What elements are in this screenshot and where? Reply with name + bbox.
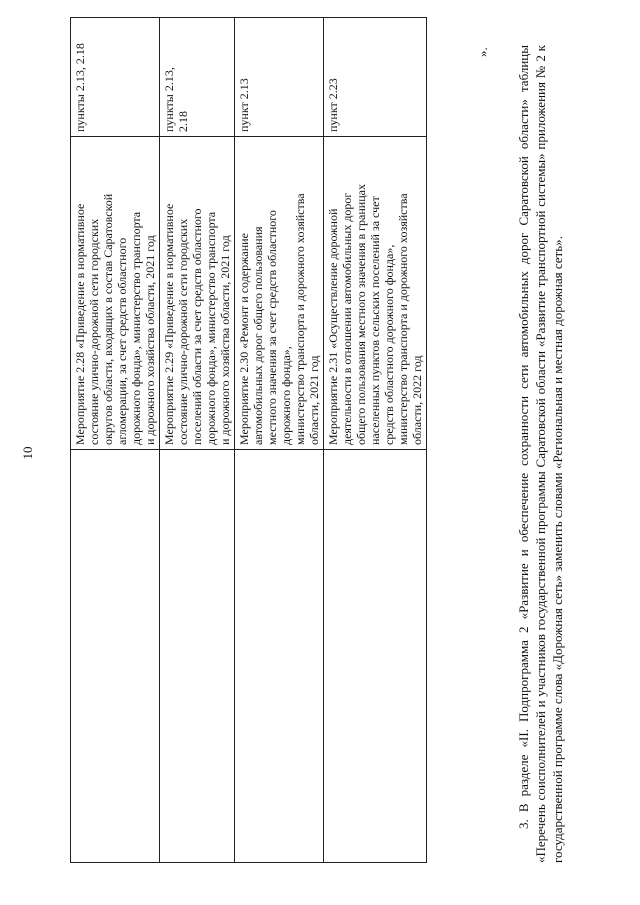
amendment-paragraph: 3. В разделе «II. Подпрограмма 2 «Развитие и обеспечение сохранности сети автомобильных дорог Саратовской области» таблицы «Перечень соисполнителей и участников государственной программы Саратовской области «Развитие транспортной системы» приложения № 2 к государственной программе слова «Дорожная сеть» заменить словами «Региональная и местная дорожная сеть». [516,45,565,863]
closing-quote-mark: ». [475,47,490,57]
points-text: пункт 2.13 [237,78,251,132]
table-cell-empty [71,450,160,863]
table-cell-points [235,18,324,137]
event-text: Мероприятие 2.30 «Ремонт и содержание автомобильных дорог общего пользования местного значения за счет средств областного дорожного фонда», министерство транспорта и дорожного хозяйства области, 2021 год [237,193,321,445]
event-text: Мероприятие 2.31 «Осуществление дорожной деятельности в отношении автомобильных дорог общего пользования местного значения в границах населенных пунктов сельских поселений за счет средств областного дорожного фонда», министерство транспорта и дорожного хозяйства области, 2022 год [326,184,424,445]
document-table [70,17,427,863]
table-cell-event [71,137,160,450]
table-row [235,18,324,863]
points-text: пункты 2.13, 2.18 [162,67,190,132]
event-text: Мероприятие 2.28 «Приведение в нормативное состояние улично-дорожной сети городских округов области, входящих в состав Саратовской агломерации, за счет средств областного дорожного фонда», министерство транспорта и дорожного хозяйства области, 2021 год [73,193,157,445]
table-cell-event [235,137,324,450]
event-text: Мероприятие 2.29 «Приведение в нормативное состояние улично-дорожной сети городских поселений области за счет средств областного дорожного фонда», министерство транспорта и дорожного хозяйства области, 2021 год [162,203,232,445]
page-number: 10 [20,446,35,460]
table-cell-event [324,137,427,450]
table-cell-points [160,18,235,137]
table-cell-empty [235,450,324,863]
table-cell-event [160,137,235,450]
table-cell-points [71,18,160,137]
table-cell-empty [324,450,427,863]
table-cell-points [324,18,427,137]
table-row [160,18,235,863]
table-cell-empty [160,450,235,863]
points-text: пункты 2.13, 2.18 [73,43,87,132]
table-row [324,18,427,863]
table-row [71,18,160,863]
points-text: пункт 2.23 [326,78,340,132]
